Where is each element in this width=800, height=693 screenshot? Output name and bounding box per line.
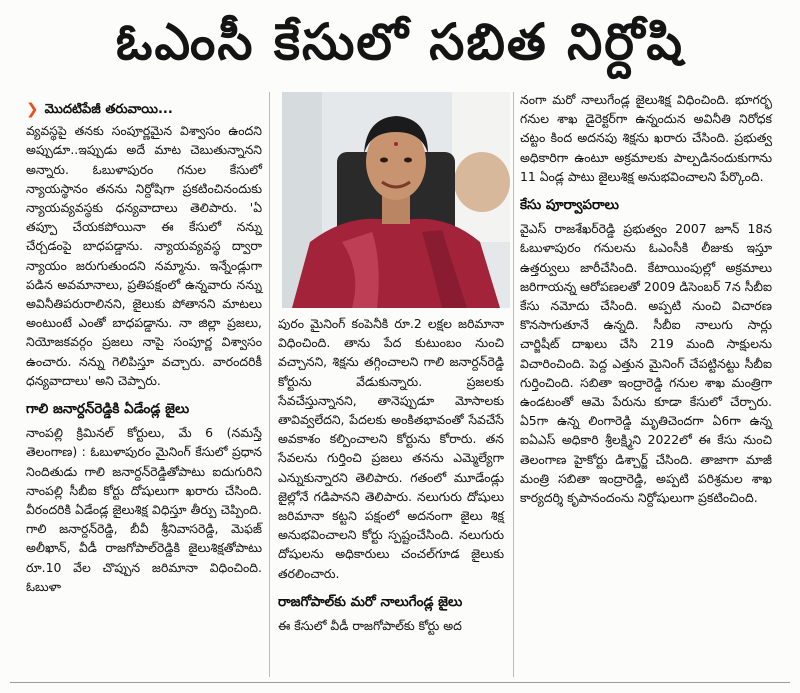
article-column-1	[26, 100, 262, 596]
arrow-right-icon: ❯	[26, 100, 39, 118]
body-paragraph-tail: ఈ కేసులో వీడీ రాజగోపాల్‌కు కోర్టు అద	[278, 618, 462, 634]
subheading-case-background: కేసు పూర్వాపరాలు	[520, 197, 619, 214]
kicker-text: మొదటిపేజీ తరువాయి...	[44, 102, 173, 117]
article-column-2	[278, 314, 504, 635]
column-divider	[513, 92, 514, 677]
body-paragraph: పురం మైనింగ్‌ కంపెనీకి రూ.2 లక్షల జరిమానా విధించింది. తాను పేద కుటుంబం నుంచి వచ్చానని, శిక్షను తగ్గించాలని గాలి జనార్దన్‌రెడ్డి కోర్టును వేడుకున్నారు. ప్రజలకు సేవచేస్తున్నానని, తానెప్పుడూ మోసాలకు తావివ్వలేదని, పేదలకు అంకితభావంతో సేవచేసే అవకాశం కల్పించాలని కోర్టును కోరారు. తన సేవలను గుర్తించి ప్రజలు తనను ఎమ్మెల్యేగా ఎన్నుకున్నారని తెలిపారు. గతంలో మూడేండ్లు జైల్లోనే గడిపానని తెలిపారు. నలుగురు దోషులు జరిమానా కట్టని పక్షంలో అదనంగా జైలు శిక్ష అనుభవించాలని కోర్టు స్పష్టంచేసింది. నలుగురు దోషులను అధికారులు చంచల్‌గూడ జైలుకు తరలించారు.	[278, 316, 504, 581]
sabitha-photo	[282, 92, 510, 308]
subheading-rajagopal: రాజగోపాల్‌కు మరో నాలుగేండ్ల జైలు	[278, 593, 463, 610]
portrait-illustration	[282, 92, 510, 308]
kicker	[26, 100, 262, 119]
article-column-3	[520, 90, 772, 507]
body-paragraph: నంగా మరో నాలుగేండ్ల జైలుశిక్ష విధించింది. భూగర్భ గనుల శాఖ డైరెక్టర్‌గా ఉన్నందున అవినీతి నిరోధక చట్టం కింద అదనపు శిక్షను ఖరారు చేసింది. ప్రభుత్వ అధికారిగా ఉంటూ అక్రమాలకు పాల్పడినందుకుగాను 11 ఏండ్ల పాటు జైలుశిక్ష అనుభవించాలని పేర్కొంది.	[520, 92, 772, 184]
subheading-janardhan: గాలి జనార్దన్‌రెడ్డికి ఏడేండ్ల జైలు	[26, 401, 190, 418]
headline: ఓఎంసీ కేసులో సబిత నిర్దోషి	[115, 13, 685, 71]
intro-paragraph: వ్యవస్థపై తనకు సంపూర్ణమైన విశ్వాసం ఉందని అప్పుడూ..ఇప్పుడు అదే మాట చెబుతున్నానని అన్నారు. ఓబుళాపురం గనుల కేసులో న్యాయస్థానం తనను నిర్దోషిగా ప్రకటించినందుకు న్యాయవ్యవస్థకు ధన్యవాదాలు తెలిపారు. 'ఏ తప్పూ చేయకపోయినా ఈ కేసులో నన్ను చేర్చడంపై బాధపడ్డాను. న్యాయవ్యవస్థ ద్వారా న్యాయం జరుగుతుందని నమ్మాను. ఇన్నేండ్లుగా పడిన అవమానాలు, ప్రతిపక్షంలో ఉన్నవారు నన్ను అవినీతిపరురాలినని, జైలుకు పోతానని మాటలు అంటుంటే ఎంతో బాధపడ్డాను. నా జిల్లా ప్రజలు, నియోజకవర్గం ప్రజలు నాపై సంపూర్ణ విశ్వాసం ఉంచారు. నన్ను గెలిపిస్తూ వచ్చారు. వారందరికీ ధన్యవాదాలు' అని చెప్పారు.	[26, 123, 262, 388]
body-paragraph: వైఎస్‌ రాజశేఖర్‌రెడ్డి ప్రభుత్వం 2007 జూన్‌ 18న ఓబుళాపురం గనులను ఓఎంసీకి లీజుకు ఇస్తూ ఉత్తర్వులు జారీచేసింది. కేటాయింపుల్లో అక్రమాలు జరిగాయన్న ఆరోపణలతో 2009 డిసెంబర్‌ 7న సీబీఐ కేసు నమోదు చేసింది. అప్పటి నుంచి విచారణ కొనసాగుతూనే ఉన్నది. సీబీఐ నాలుగు సార్లు చార్జిషీట్‌ దాఖలు చేసి 219 మంది సాక్షులను విచారించింది. పెద్ద ఎత్తున మైనింగ్‌ చేపట్టినట్టు సీబీఐ గుర్తించింది. సబితా ఇంద్రారెడ్డి గనుల శాఖ మంత్రిగా ఉండటంతో ఆమె పేరును కూడా కేసులో చేర్చారు. ఏ5గా ఉన్న లింగారెడ్డి మృతిచెందగా ఏ6గా ఉన్న ఐఏఎస్‌ అధికారి శ్రీలక్ష్మిని 2022లో ఈ కేసు నుంచి తెలంగాణ హైకోర్టు డిశ్చార్జ్‌ చేసింది. తాజాగా మాజీ మంత్రి సబితా ఇంద్రారెడ్డి, అప్పటి పరిశ్రమల శాఖ కార్యదర్శి కృపానందంను నిర్దోషులుగా ప్రకటించింది.	[520, 221, 772, 506]
bottom-rule	[10, 682, 790, 683]
column-divider	[269, 92, 270, 677]
body-paragraph: నాంపల్లి క్రిమినల్‌ కోర్టులు, మే 6 (నమస్తే తెలంగాణ) : ఓబుళాపురం మైనింగ్‌ కేసులో ప్రధాన నిందితుడు గాలి జనార్దన్‌రెడ్డితోపాటు ఐదుగురిని నాంపల్లి సీబీఐ కోర్టు దోషులుగా ఖరారు చేసింది. వీరందరికి ఏడేండ్ల జైలుశిక్ష విధిస్తూ తీర్పు చెప్పింది. గాలి జనార్దన్‌రెడ్డి, బీవీ శ్రీనివాసరెడ్డి, మెఫజ్‌ అలీఖాన్‌, వీడీ రాజగోపాల్‌రెడ్డికి జైలుశిక్షతోపాటు రూ.10 వేల చొప్పున జరిమానా విధించింది. ఓబుళా	[26, 425, 262, 594]
